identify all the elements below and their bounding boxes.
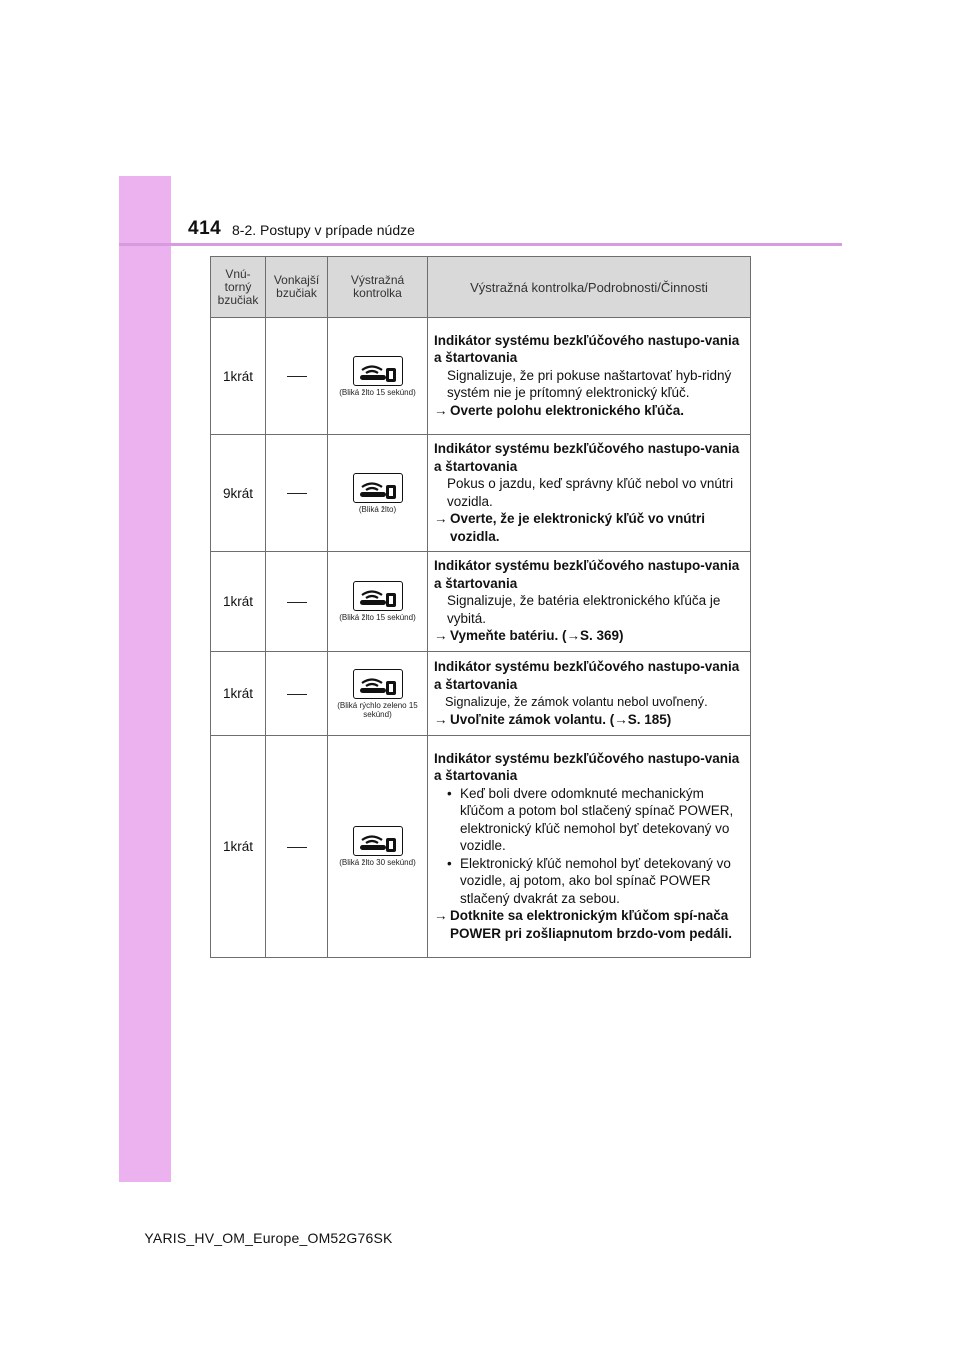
dash-mark: [287, 376, 307, 377]
table-row: [211, 552, 751, 652]
bullet-mark: •: [447, 855, 452, 871]
arrow-icon: →: [434, 402, 448, 418]
bullet-mark: •: [447, 785, 452, 801]
list-item: [447, 855, 746, 908]
internal-buzzer-count: 1krát: [211, 736, 266, 958]
smart-key-indicator-icon: [353, 581, 403, 611]
detail-action: [434, 510, 746, 545]
detail-action: [434, 907, 746, 942]
smart-key-indicator-icon: [353, 826, 403, 856]
detail-title: Indikátor systému bezkľúčového nastupo-vania a štartovania: [434, 558, 740, 591]
arrow-icon: →: [434, 628, 448, 644]
dash-mark: [287, 847, 307, 848]
table-row: [211, 435, 751, 552]
light-note: (Bliká žlto 15 sekúnd): [339, 613, 416, 622]
internal-buzzer-count: 1krát: [211, 652, 266, 736]
detail-body: Signalizuje, že pri pokuse naštartovať hyb-ridný systém nie je prítomný elektronický kľúč.: [447, 367, 732, 401]
table-header-row: [211, 257, 751, 318]
warning-light-cell: [328, 736, 428, 958]
arrow-icon: →: [434, 711, 448, 727]
bullet-text: Keď boli dvere odomknuté mechanickým kľúčom a potom bol stlačený spínač POWER, elektronický kľúč nemohol byť detekovaný vo vozidle.: [460, 785, 734, 854]
list-item: [447, 785, 746, 855]
detail-action: [434, 711, 746, 729]
header-details: Výstražná kontrolka/Podrobnosti/Činnosti: [428, 257, 751, 318]
smart-key-indicator-icon: [353, 473, 403, 503]
internal-buzzer-count: 1krát: [211, 318, 266, 435]
action-text: Dotknite sa elektronickým kľúčom spí-nača POWER pri zošliapnutom brzdo-vom pedáli.: [450, 908, 733, 941]
dash-mark: [287, 694, 307, 695]
table-row: [211, 652, 751, 736]
smart-key-indicator-icon: [353, 356, 403, 386]
detail-body: Signalizuje, že batéria elektronického kľúča je vybitá.: [447, 593, 721, 626]
arrow-icon: →: [434, 511, 448, 526]
details-cell: [428, 652, 751, 736]
warning-light-cell: [328, 652, 428, 736]
details-cell: [428, 318, 751, 435]
external-buzzer-cell: [266, 652, 328, 736]
dash-mark: [287, 602, 307, 603]
detail-body: Pokus o jazdu, keď správny kľúč nebol vo vnútri vozidla.: [447, 476, 734, 509]
internal-buzzer-count: 9krát: [211, 435, 266, 552]
header-external-buzzer: Vonkajší bzučiak: [266, 257, 328, 318]
detail-action: [434, 402, 746, 420]
warning-table: [210, 256, 751, 958]
warning-light-cell: [328, 552, 428, 652]
header-internal-buzzer: Vnú-torný bzučiak: [211, 257, 266, 318]
detail-title: Indikátor systému bezkľúčového nastupo-vania a štartovania: [434, 332, 740, 366]
action-text: Uvoľnite zámok volantu. (→S. 185): [450, 711, 672, 727]
warning-light-cell: [328, 435, 428, 552]
detail-title: Indikátor systému bezkľúčového nastupo-vania a štartovania: [434, 750, 740, 784]
details-cell: [428, 736, 751, 958]
detail-title: Indikátor systému bezkľúčového nastupo-vania a štartovania: [434, 659, 740, 692]
details-cell: [428, 435, 751, 552]
dash-mark: [287, 493, 307, 494]
table-row: [211, 318, 751, 435]
action-text: Overte polohu elektronického kľúča.: [450, 402, 685, 418]
internal-buzzer-count: 1krát: [211, 552, 266, 652]
detail-title: Indikátor systému bezkľúčového nastupo-vania a štartovania: [434, 441, 740, 474]
document-footer-id: YARIS_HV_OM_Europe_OM52G76SK: [144, 1230, 393, 1246]
external-buzzer-cell: [266, 736, 328, 958]
light-note: (Bliká žlto 15 sekúnd): [339, 387, 416, 397]
detail-bullet-list: [434, 785, 746, 908]
header-divider: [119, 243, 842, 246]
warning-light-cell: [328, 318, 428, 435]
chapter-sidebar-tab: [119, 176, 171, 1182]
action-text: Overte, že je elektronický kľúč vo vnútri vozidla.: [450, 511, 706, 544]
light-note: (Bliká žlto 30 sekúnd): [339, 858, 416, 867]
light-note: (Bliká žlto): [358, 504, 397, 514]
smart-key-indicator-icon: [353, 669, 403, 699]
section-title: 8-2. Postupy v prípade núdze: [232, 222, 415, 238]
bullet-text: Elektronický kľúč nemohol byť detekovaný vo vozidle, aj potom, ako bol spínač POWER stlačený dvakrát za sebou.: [460, 855, 731, 906]
external-buzzer-cell: [266, 552, 328, 652]
page-number: 414: [188, 218, 222, 239]
arrow-icon: →: [434, 908, 448, 924]
details-cell: [428, 552, 751, 652]
header-warning-light: Výstražná kontrolka: [328, 257, 428, 318]
table-row: [211, 736, 751, 958]
light-note: (Bliká rýchlo zeleno 15 sekúnd): [337, 700, 418, 719]
external-buzzer-cell: [266, 318, 328, 435]
detail-body: Signalizuje, že zámok volantu nebol uvoľnený.: [445, 694, 708, 709]
action-text: Vymeňte batériu. (→S. 369): [450, 628, 624, 644]
external-buzzer-cell: [266, 435, 328, 552]
detail-action: [434, 627, 746, 645]
